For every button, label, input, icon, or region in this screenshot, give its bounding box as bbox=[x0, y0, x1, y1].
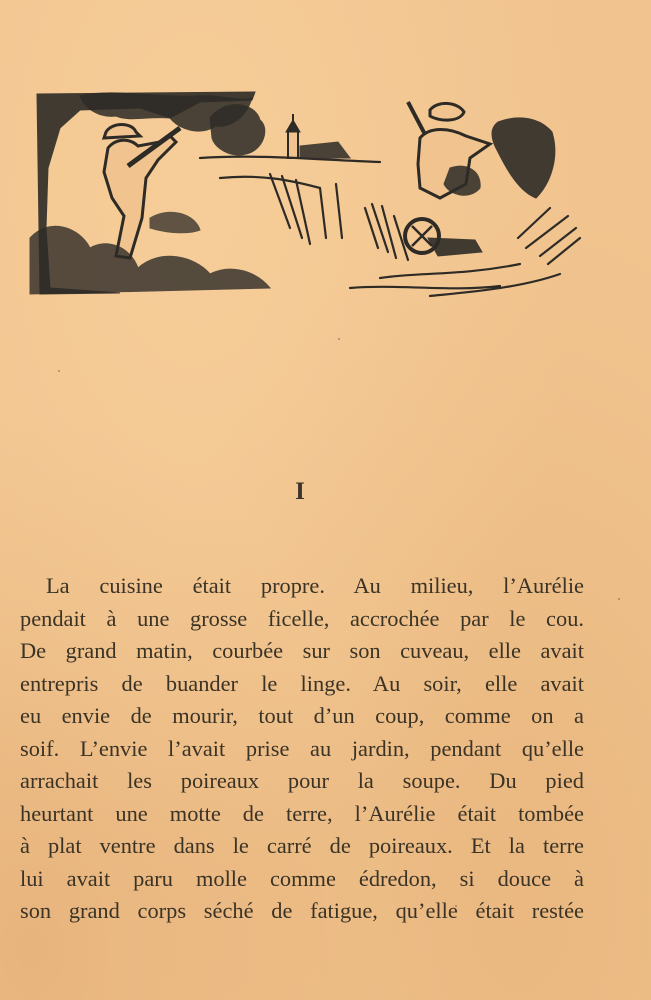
text-line: son grand corps séché de fatigue, qu’elle était restée bbox=[20, 898, 584, 923]
paper-speck bbox=[338, 338, 340, 340]
text-line: heurtant une motte de terre, l’Aurélie était tombée bbox=[20, 800, 584, 826]
illustration-seated-man bbox=[405, 102, 555, 256]
paper-speck bbox=[58, 370, 60, 372]
woodcut-illustration bbox=[20, 88, 585, 303]
text-line: à plat ventre dans le carré de poireaux. Et la terre bbox=[20, 833, 584, 858]
paper-speck bbox=[618, 598, 620, 600]
illustration-left-scene bbox=[30, 92, 270, 294]
text-line: lui avait paru molle comme édredon, si douce à bbox=[20, 865, 584, 891]
text-line: arrachait les poireaux pour la soupe. Du pied bbox=[20, 768, 584, 793]
text-line: entrepris de buander le linge. Au soir, elle avait bbox=[20, 670, 584, 696]
text-line: soif. L’envie l’avait prise au jardin, pendant qu’elle bbox=[20, 735, 584, 761]
chapter-paragraph bbox=[20, 570, 584, 928]
chapter-heading: I bbox=[295, 478, 305, 505]
text-line: pendait à une grosse ficelle, accrochée par le cou. bbox=[20, 605, 584, 631]
text-line: eu envie de mourir, tout d’un coup, comme on a bbox=[20, 703, 584, 728]
text-line: De grand matin, courbée sur son cuveau, elle avait bbox=[20, 638, 584, 663]
illustration-chapel bbox=[286, 114, 350, 158]
text-line: La cuisine était propre. Au milieu, l’Aurélie bbox=[46, 573, 584, 598]
